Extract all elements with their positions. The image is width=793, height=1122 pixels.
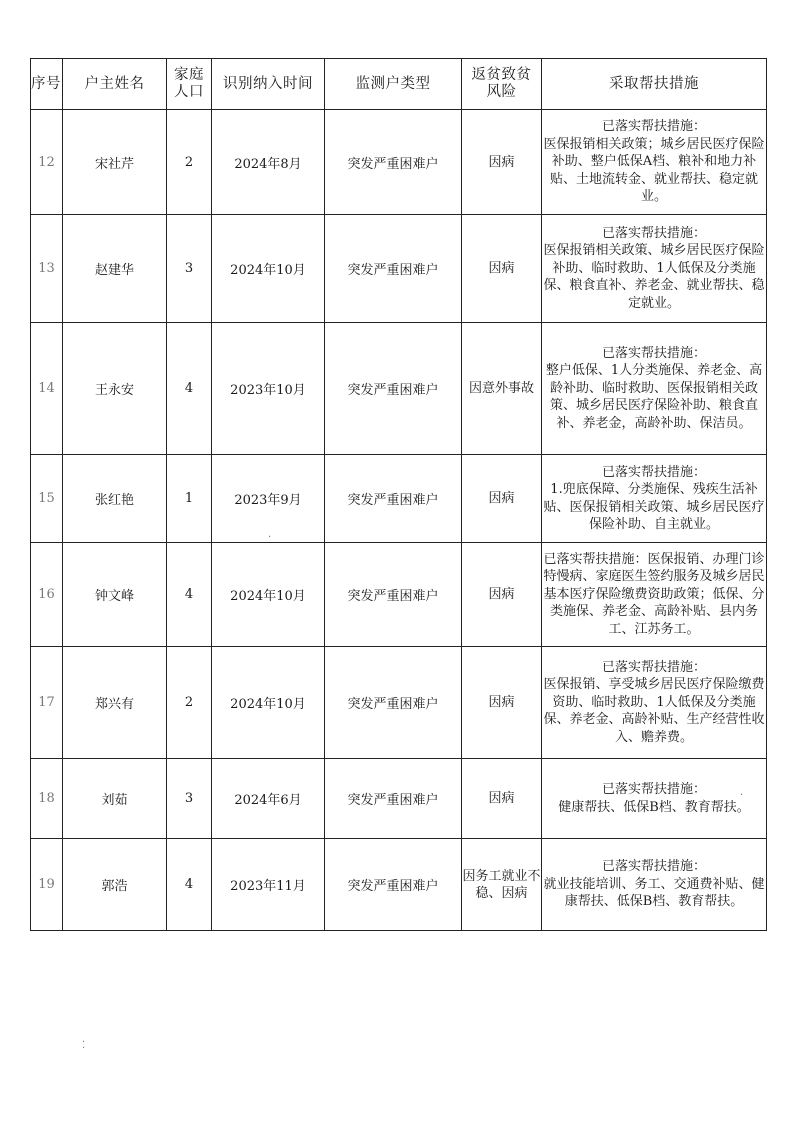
cell-identified-time: 2023年11月 bbox=[212, 839, 325, 931]
cell-identified-time: 2024年10月 bbox=[212, 215, 325, 323]
header-risk: 返贫致贫风险 bbox=[462, 59, 542, 110]
table-header-row bbox=[31, 59, 767, 110]
cell-identified-time: 2024年8月 bbox=[212, 110, 325, 215]
measures-title: 已落实帮扶措施： bbox=[601, 464, 706, 480]
measures-title: 已落实帮扶措施： bbox=[601, 859, 706, 875]
table-row bbox=[31, 215, 767, 323]
scan-speck: ⁚ bbox=[82, 1040, 86, 1051]
cell-risk: 因病 bbox=[462, 455, 542, 543]
cell-measures bbox=[542, 323, 767, 455]
cell-name: 刘茹 bbox=[63, 759, 167, 839]
cell-identified-time: 2023年10月 bbox=[212, 323, 325, 455]
cell-seq: 18 bbox=[31, 759, 63, 839]
cell-name: 郭浩 bbox=[63, 839, 167, 931]
header-seq: 序号 bbox=[31, 59, 63, 110]
cell-household-size: 2 bbox=[167, 110, 212, 215]
cell-household-size: 3 bbox=[167, 759, 212, 839]
cell-identified-time: 2024年6月 bbox=[212, 759, 325, 839]
measures-body: 医保报销相关政策；城乡居民医疗保险补助、整户低保A档、粮补和地力补贴、土地流转金、就业帮扶、稳定就业。 bbox=[543, 136, 765, 205]
cell-seq: 12 bbox=[31, 110, 63, 215]
measures-body: 就业技能培训、务工、交通费补贴、健康帮扶、低保B档、教育帮扶。 bbox=[543, 876, 765, 910]
cell-monitor-type: 突发严重困难户 bbox=[325, 839, 462, 931]
measures-body: 已落实帮扶措施：医保报销、办理门诊特慢病、家庭医生签约服务及城乡居民基本医疗保险缴费资助政策；低保、分类施保、养老金、高龄补贴、县内务工、江苏务工。 bbox=[543, 551, 765, 637]
cell-name: 宋社芹 bbox=[63, 110, 167, 215]
cell-measures bbox=[542, 839, 767, 931]
cell-household-size: 4 bbox=[167, 323, 212, 455]
cell-monitor-type: 突发严重困难户 bbox=[325, 759, 462, 839]
cell-household-size: 4 bbox=[167, 543, 212, 647]
cell-household-size: 2 bbox=[167, 647, 212, 759]
header-name: 户主姓名 bbox=[63, 59, 167, 110]
measures-title: 已落实帮扶措施： bbox=[601, 119, 706, 135]
cell-seq: 16 bbox=[31, 543, 63, 647]
cell-measures bbox=[542, 110, 767, 215]
measures-title: 已落实帮扶措施： bbox=[601, 225, 706, 241]
measures-body: 健康帮扶、低保B档、教育帮扶。 bbox=[558, 799, 750, 815]
cell-risk: 因病 bbox=[462, 759, 542, 839]
scan-speck: · bbox=[268, 532, 272, 543]
cell-measures bbox=[542, 647, 767, 759]
cell-household-size: 1 bbox=[167, 455, 212, 543]
cell-identified-time: 2023年9月 bbox=[212, 455, 325, 543]
cell-monitor-type: 突发严重困难户 bbox=[325, 323, 462, 455]
cell-seq: 13 bbox=[31, 215, 63, 323]
cell-risk: 因病 bbox=[462, 110, 542, 215]
cell-seq: 17 bbox=[31, 647, 63, 759]
cell-monitor-type: 突发严重困难户 bbox=[325, 543, 462, 647]
cell-risk: 因病 bbox=[462, 647, 542, 759]
measures-title: 已落实帮扶措施： bbox=[601, 782, 706, 797]
table-row bbox=[31, 323, 767, 455]
measures-body: 医保报销、享受城乡居民医疗保险缴费资助、临时救助、1人低保及分类施保、养老金、高龄补贴、生产经营性收入、赡养费。 bbox=[543, 677, 765, 745]
cell-risk: 因务工就业不稳、因病 bbox=[462, 839, 542, 931]
table-row bbox=[31, 110, 767, 215]
measures-title: 已落实帮扶措施： bbox=[601, 345, 706, 361]
header-identified-time: 识别纳入时间 bbox=[212, 59, 325, 110]
cell-name: 钟文峰 bbox=[63, 543, 167, 647]
cell-measures bbox=[542, 215, 767, 323]
measures-body: 医保报销相关政策、城乡居民医疗保险补助、临时救助、1人低保及分类施保、粮食直补、养老金、就业帮扶、稳定就业。 bbox=[543, 243, 765, 311]
cell-seq: 14 bbox=[31, 323, 63, 455]
table-row bbox=[31, 543, 767, 647]
cell-seq: 19 bbox=[31, 839, 63, 931]
cell-name: 赵建华 bbox=[63, 215, 167, 323]
cell-measures bbox=[542, 759, 767, 839]
header-measures: 采取帮扶措施 bbox=[542, 59, 767, 110]
table-row bbox=[31, 647, 767, 759]
cell-monitor-type: 突发严重困难户 bbox=[325, 215, 462, 323]
cell-monitor-type: 突发严重困难户 bbox=[325, 647, 462, 759]
table-row bbox=[31, 839, 767, 931]
cell-measures bbox=[542, 543, 767, 647]
cell-risk: 因意外事故 bbox=[462, 323, 542, 455]
cell-monitor-type: 突发严重困难户 bbox=[325, 110, 462, 215]
measures-body: 1.兜底保障、分类施保、残疾生活补贴、医保报销相关政策、城乡居民医疗保险补助、自主就业。 bbox=[543, 482, 765, 532]
cell-household-size: 3 bbox=[167, 215, 212, 323]
table-row bbox=[31, 455, 767, 543]
table-row bbox=[31, 759, 767, 839]
cell-monitor-type: 突发严重困难户 bbox=[325, 455, 462, 543]
cell-name: 王永安 bbox=[63, 323, 167, 455]
header-monitor-type: 监测户类型 bbox=[325, 59, 462, 110]
cell-name: 张红艳 bbox=[63, 455, 167, 543]
scan-speck: · bbox=[740, 790, 744, 801]
cell-household-size: 4 bbox=[167, 839, 212, 931]
cell-identified-time: 2024年10月 bbox=[212, 543, 325, 647]
cell-seq: 15 bbox=[31, 455, 63, 543]
cell-name: 郑兴有 bbox=[63, 647, 167, 759]
cell-measures bbox=[542, 455, 767, 543]
cell-risk: 因病 bbox=[462, 543, 542, 647]
cell-identified-time: 2024年10月 bbox=[212, 647, 325, 759]
cell-risk: 因病 bbox=[462, 215, 542, 323]
measures-body: 整户低保、1人分类施保、养老金、高龄补助、临时救助、医保报销相关政策、城乡居民医疗保险补助、粮食直补、养老金，高龄补助、保洁员。 bbox=[545, 363, 763, 431]
header-household-size: 家庭人口 bbox=[167, 59, 212, 110]
measures-title: 已落实帮扶措施： bbox=[601, 659, 706, 675]
monitoring-household-table bbox=[30, 58, 767, 931]
